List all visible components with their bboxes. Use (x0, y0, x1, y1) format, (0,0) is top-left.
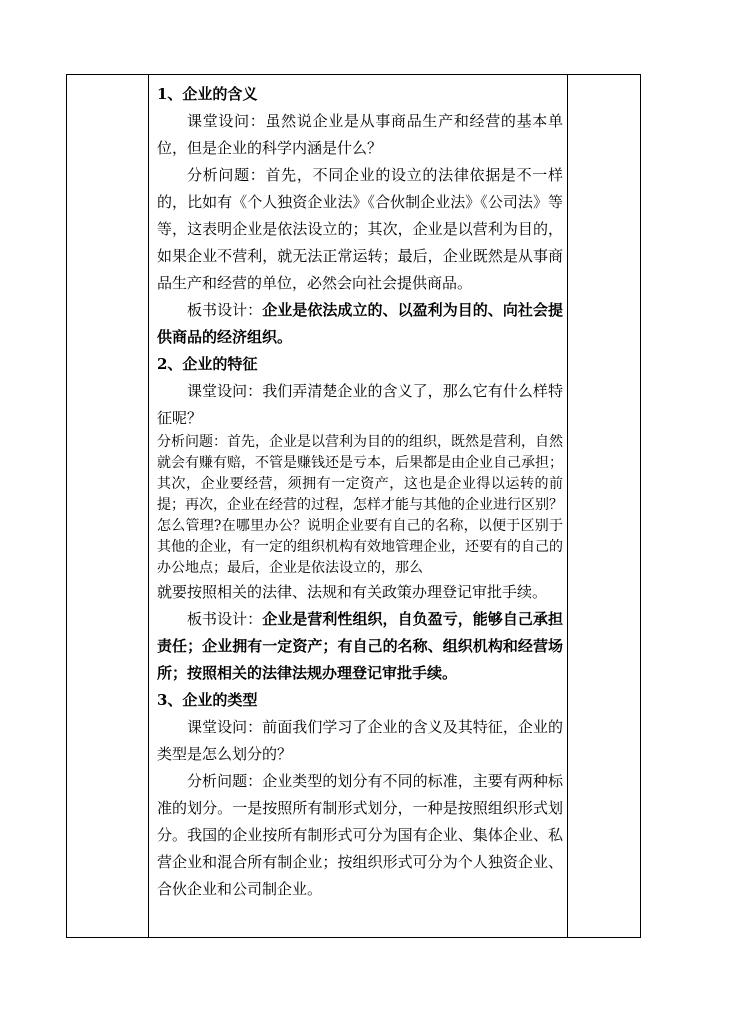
question-paragraph (157, 378, 563, 432)
analysis-paragraph (157, 432, 563, 579)
lesson-table (66, 74, 641, 938)
section-heading: 2、企业的特征 (157, 355, 258, 373)
question-label: 课堂设问： (187, 382, 263, 400)
column-divider-right (567, 75, 568, 937)
analysis-text: 首先，企业是以营利为目的的组织，既然是营利，自然就会有赚有赔，不管是赚钱还是亏本，后果都是由企业自己承担；其次，企业要经营，须拥有一定资产，这也是企业得以运转的前提；再次，企业在经营的过程，怎样才能与其他的企业进行区别？怎么管理?在哪里办公？说明企业要有自己的名称，以便于区别于其他的企业，有一定的组织机构有效地管理企业，还要有的自己的办公地点；最后，企业是依法设立的，那么 (157, 434, 563, 576)
question-text: 前面我们学习了企业的含义及其特征，企业的类型是怎么划分的？ (157, 718, 563, 763)
question-paragraph (157, 714, 563, 768)
question-text: 我们弄清楚企业的含义了，那么它有什么样特征呢？ (157, 382, 563, 427)
analysis-paragraph (157, 162, 563, 297)
board-label: 板书设计： (187, 610, 263, 628)
analysis-label: 分析问题： (157, 434, 227, 450)
board-text: 企业是依法成立的、以盈利为目的、向社会提供商品的经济组织。 (157, 301, 563, 346)
analysis-text: 首先，不同企业的设立的法律依据是不一样的，比如有《个人独资企业法》《合伙制企业法》《公司法》等等，这表明企业是依法设立的；其次，企业是以营利为目的，如果企业不营利，就无法正常运转；最后，企业既然是从事商品生产和经营的单位，必然会向社会提供商品。 (157, 166, 563, 292)
board-paragraph (157, 297, 563, 351)
board-paragraph (157, 606, 563, 687)
question-label: 课堂设问： (187, 718, 263, 736)
board-text: 企业是营利性组织，自负盈亏，能够自己承担责任；企业拥有一定资产；有自己的名称、组织机构和经营场所；按照相关的法律法规办理登记审批手续。 (157, 610, 563, 682)
board-label: 板书设计： (187, 301, 263, 319)
question-paragraph (157, 108, 563, 162)
column-divider-left (148, 75, 149, 937)
question-label: 课堂设问： (187, 112, 266, 130)
section-heading: 3、企业的类型 (157, 691, 258, 709)
question-text: 虽然说企业是从事商品生产和经营的基本单位，但是企业的科学内涵是什么？ (157, 112, 563, 157)
analysis-paragraph-tail: 就要按照相关的法律、法规和有关政策办理登记审批手续。 (157, 583, 548, 601)
lesson-content-cell (157, 81, 563, 903)
analysis-paragraph (157, 768, 563, 903)
section-heading: 1、企业的含义 (157, 85, 258, 103)
analysis-text: 企业类型的划分有不同的标准，主要有两种标准的划分。一是按照所有制形式划分，一种是按照组织形式划分。我国的企业按所有制形式可分为国有企业、集体企业、私营企业和混合所有制企业；按组织形式可分为个人独资企业、合伙企业和公司制企业。 (157, 772, 563, 898)
analysis-label: 分析问题： (187, 772, 263, 790)
analysis-label: 分析问题： (187, 166, 266, 184)
